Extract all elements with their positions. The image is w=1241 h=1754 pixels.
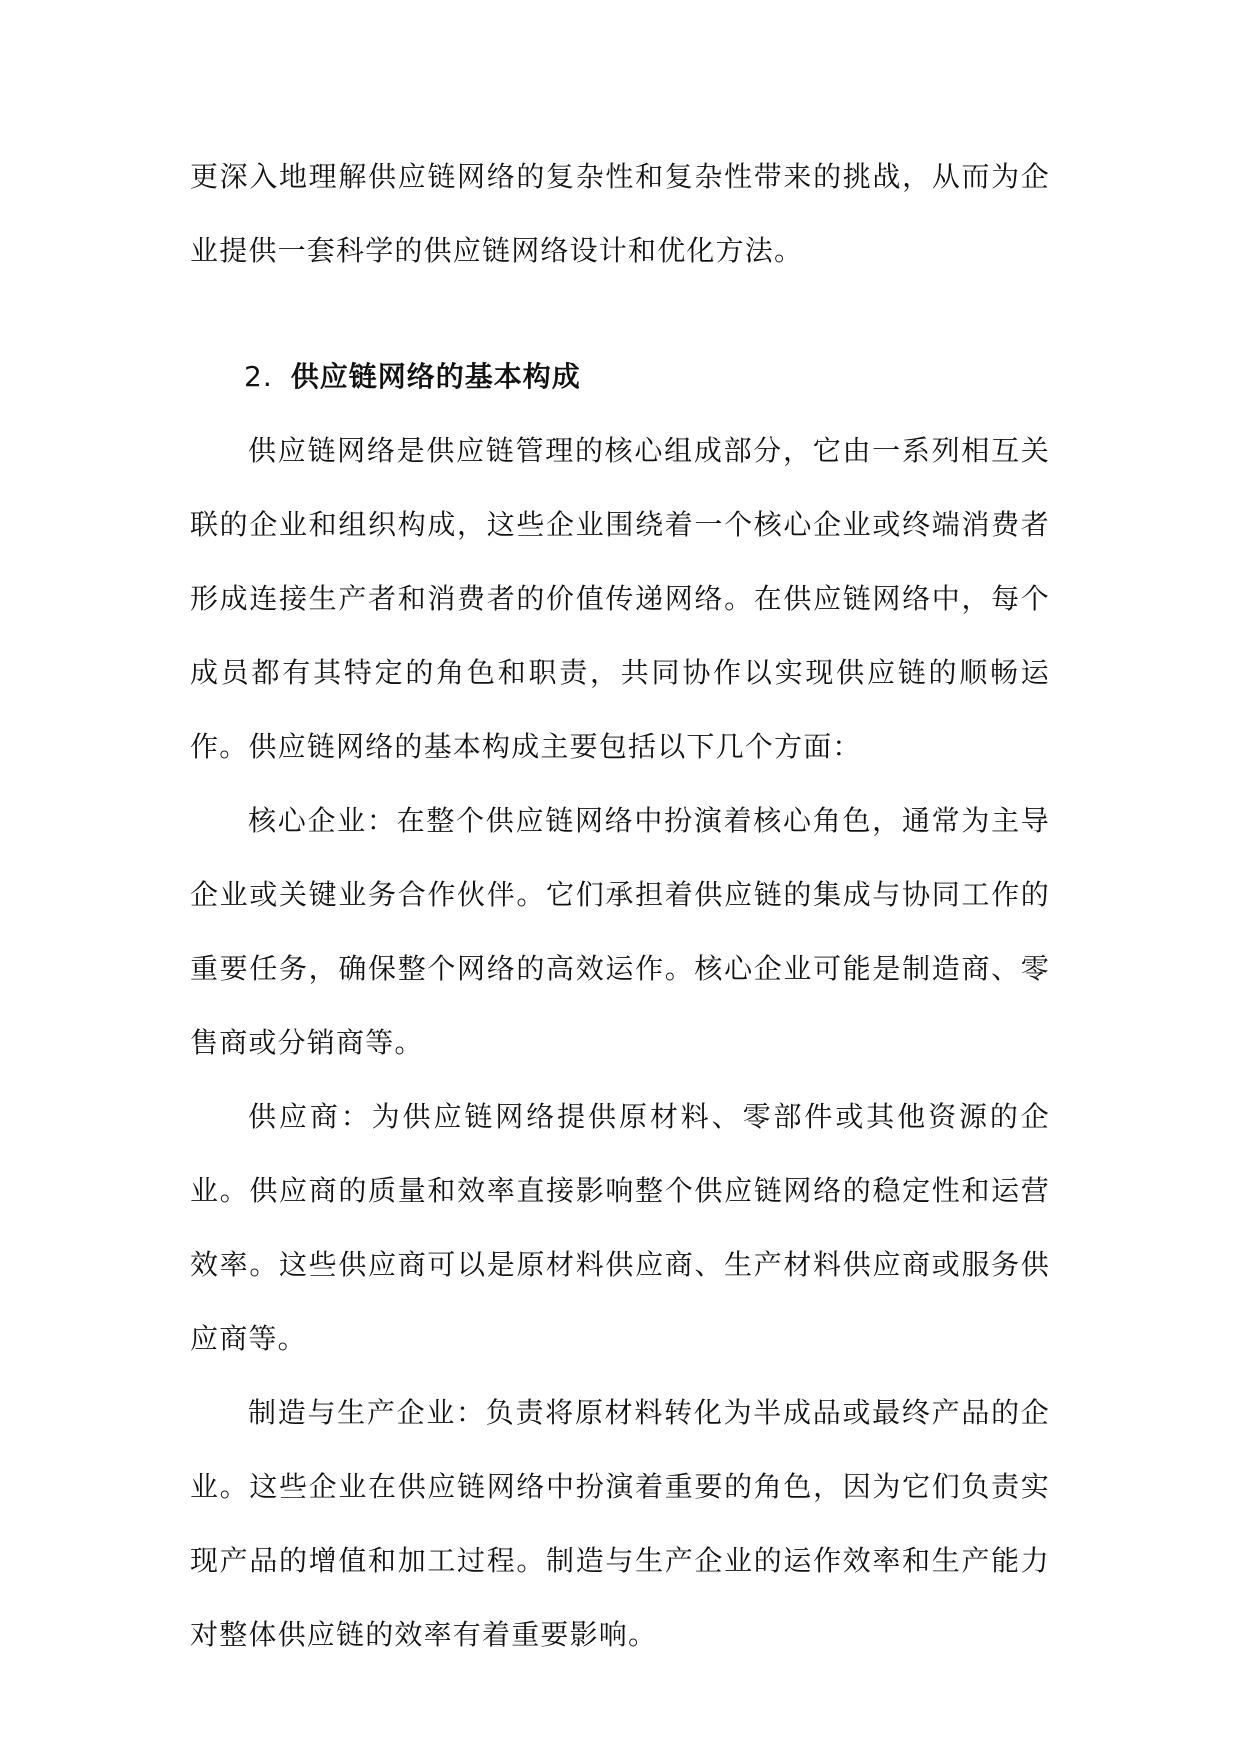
paragraph-core-enterprise: 核心企业：在整个供应链网络中扮演着核心角色，通常为主导企业或关键业务合作伙伴。它们承担着供应链的集成与协同工作的重要任务，确保整个网络的高效运作。核心企业可能是制造商、零售商或分销商等。 <box>190 804 1050 1059</box>
paragraph-overview: 供应链网络是供应链管理的核心组成部分，它由一系列相互关联的企业和组织构成，这些企业围绕着一个核心企业或终端消费者形成连接生产者和消费者的价值传递网络。在供应链网络中，每个成员都有其特定的角色和职责，共同协作以实现供应链的顺畅运作。供应链网络的基本构成主要包括以下几个方面： <box>190 434 1050 763</box>
intro-paragraph: 更深入地理解供应链网络的复杂性和复杂性带来的挑战，从而为企业提供一套科学的供应链网络设计和优化方法。 <box>190 160 1050 267</box>
document-body <box>190 140 1050 1672</box>
section-title: 供应链网络的基本构成 <box>290 360 581 393</box>
paragraph-manufacturers: 制造与生产企业：负责将原材料转化为半成品或最终产品的企业。这些企业在供应链网络中扮演着重要的角色，因为它们负责实现产品的增值和加工过程。制造与生产企业的运作效率和生产能力对整体供应链的效率有着重要影响。 <box>190 1396 1050 1651</box>
section-heading <box>190 340 1050 414</box>
section-number: 2. <box>244 360 273 393</box>
paragraph-suppliers: 供应商：为供应链网络提供原材料、零部件或其他资源的企业。供应商的质量和效率直接影响整个供应链网络的稳定性和运营效率。这些供应商可以是原材料供应商、生产材料供应商或服务供应商等。 <box>190 1100 1050 1355</box>
